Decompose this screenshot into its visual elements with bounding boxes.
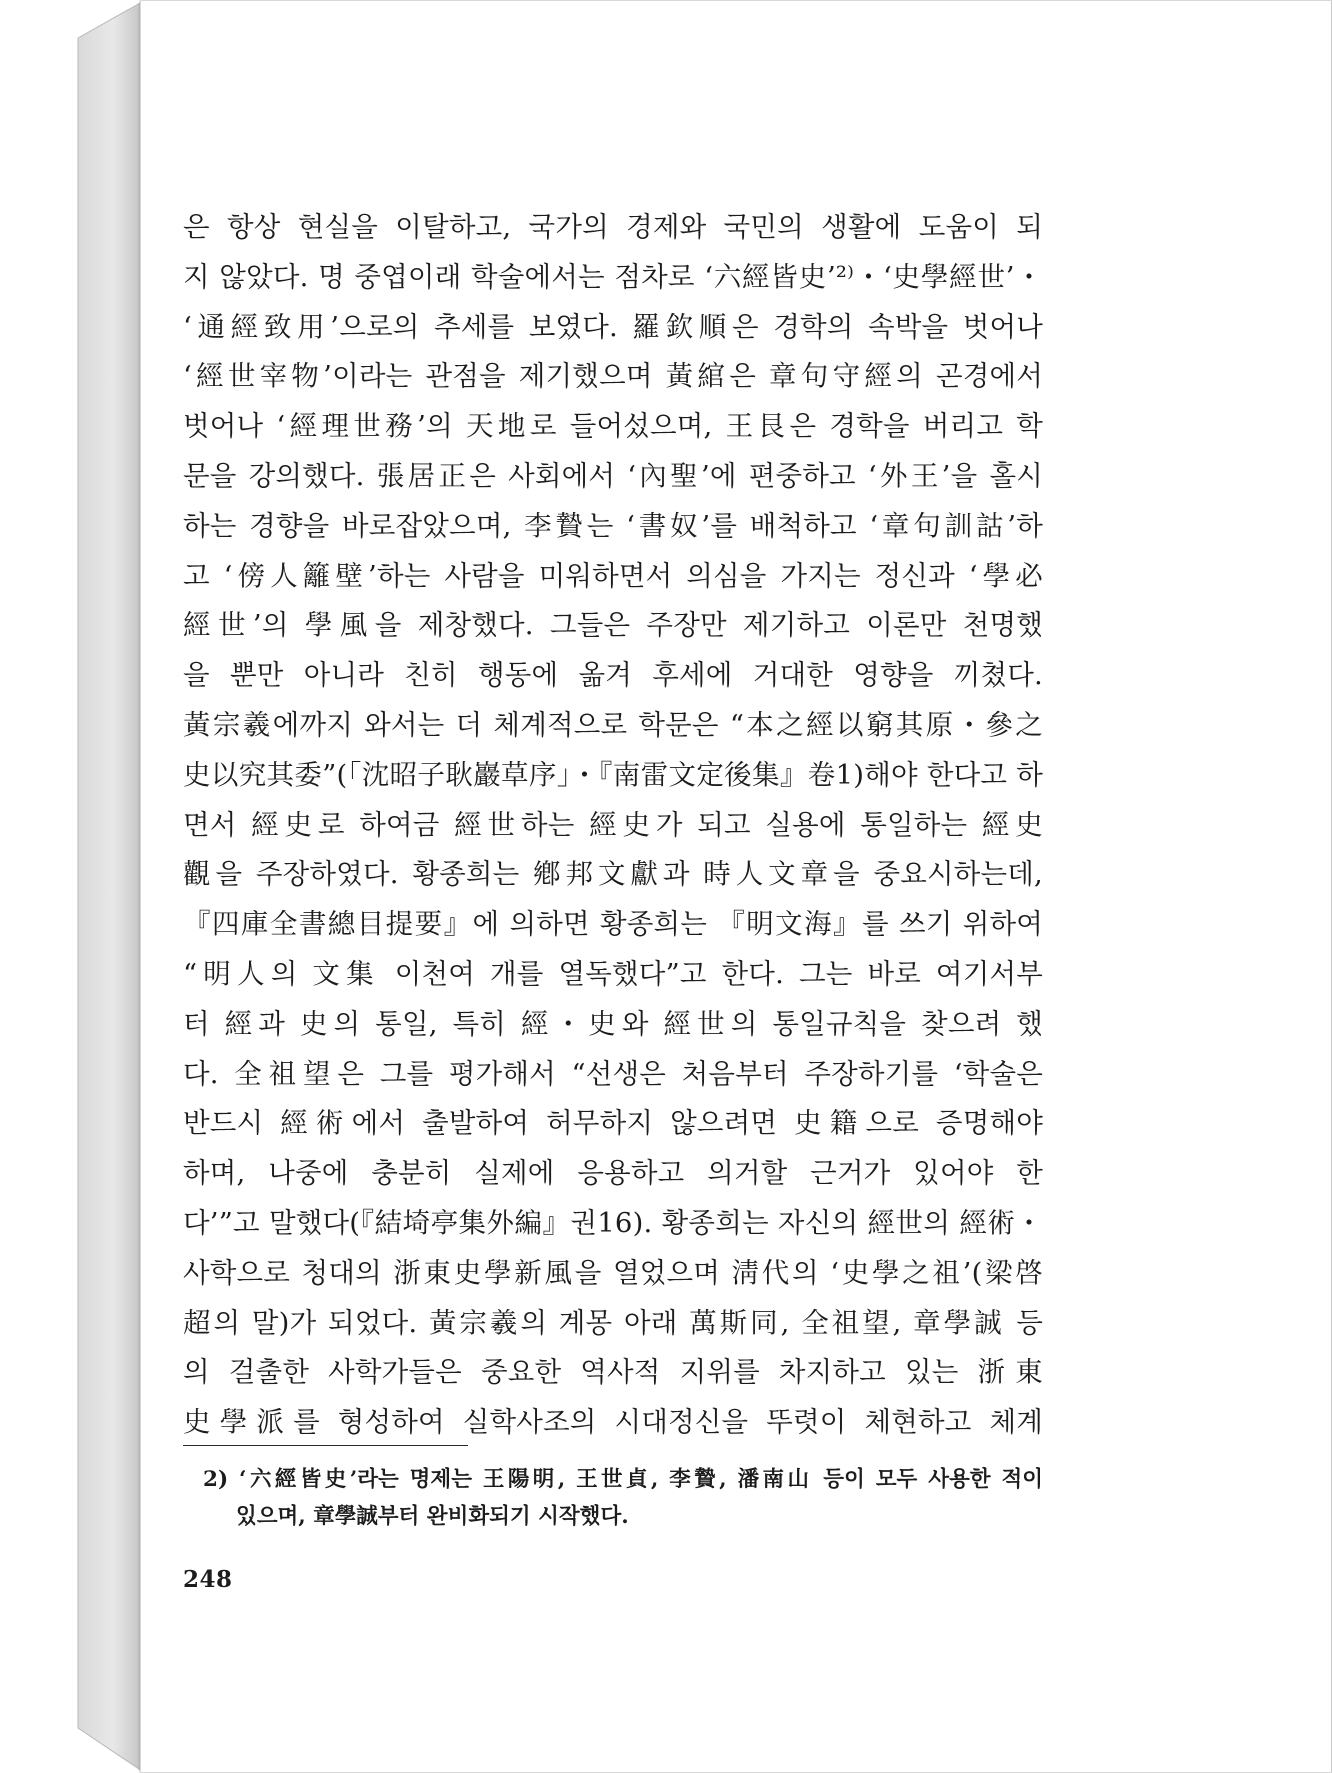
text-line: 黃宗羲에까지 와서는 더 체계적으로 학문은 “本之經以窮其原・參之 [183, 708, 1043, 741]
text-line: 고 ‘傍人籬壁’하는 사람을 미워하면서 의심을 가지는 정신과 ‘學必 [183, 559, 1043, 592]
text-line: 觀을 주장하였다. 황종희는 鄕邦文獻과 時人文章을 중요시하는데, [183, 858, 1043, 891]
footnote-line: 2) ‘六經皆史’라는 명제는 王陽明, 王世貞, 李贄, 潘南山 등이 모두 사용한 적이 [203, 1467, 1043, 1492]
text-line: 經世’의 學風을 제창했다. 그들은 주장만 제기하고 이론만 천명했 [183, 609, 1043, 642]
text-line: 사학으로 청대의 浙東史學新風을 열었으며 淸代의 ‘史學之祖’(梁啓 [183, 1256, 1043, 1289]
footnote-divider [183, 1445, 468, 1446]
text-line: 문을 강의했다. 張居正은 사회에서 ‘內聖’에 편중하고 ‘外王’을 홀시 [183, 459, 1043, 492]
text-line: 터 經과 史의 통일, 특히 經・史와 經世의 통일규칙을 찾으려 했 [183, 1007, 1043, 1040]
text-line: 은 항상 현실을 이탈하고, 국가의 경제와 국민의 생활에 도움이 되 [183, 211, 1043, 243]
text-line: 『四庫全書總目提要』에 의하면 황종희는 『明文海』를 쓰기 위하여 [183, 908, 1043, 941]
text-line: 史以究其委”(「沈昭子耿巖草序」・『南雷文定後集』卷1)해야 한다고 하 [183, 758, 1043, 791]
text-line: 면서 經史로 하여금 經世하는 經史가 되고 실용에 통일하는 經史 [183, 808, 1043, 841]
text-line: 超의 말)가 되었다. 黃宗羲의 계몽 아래 萬斯同, 全祖望, 章學誠 등 [183, 1306, 1043, 1339]
text-line: 지 않았다. 명 중엽이래 학술에서는 점차로 ‘六經皆史’²⁾・‘史學經世’・ [183, 260, 1043, 293]
text-line: “明人의 文集 이천여 개를 열독했다”고 한다. 그는 바로 여기서부 [183, 957, 1043, 990]
footnote-line: 있으며, 章學誠부터 완비화되기 시작했다. [236, 1504, 629, 1529]
text-line: 의 걸출한 사학가들은 중요한 역사적 지위를 차지하고 있는 浙東 [183, 1356, 1043, 1389]
text-line: 다’”고 말했다(『結埼亭集外編』권16). 황종희는 자신의 經世의 經術・ [183, 1206, 1043, 1239]
text-line: 하며, 나중에 충분히 실제에 응용하고 의거할 근거가 있어야 한 [183, 1157, 1043, 1190]
text-line: 반드시 經術에서 출발하여 허무하지 않으려면 史籍으로 증명해야 [183, 1107, 1043, 1140]
text-line: 다. 全祖望은 그를 평가해서 “선생은 처음부터 주장하기를 ‘학술은 [183, 1057, 1043, 1090]
body-text [183, 203, 1043, 1448]
text-line: 하는 경향을 바로잡았으며, 李贄는 ‘書奴’를 배척하고 ‘章句訓詁’하 [183, 509, 1043, 542]
text-line: 벗어나 ‘經理世務’의 天地로 들어섰으며, 王艮은 경학을 버리고 학 [183, 410, 1043, 443]
text-line: ‘經世宰物’이라는 관점을 제기했으며 黃綰은 章句守經의 곤경에서 [183, 360, 1043, 393]
text-line: ‘通經致用’으로의 추세를 보였다. 羅欽順은 경학의 속박을 벗어나 [183, 310, 1043, 343]
book-spine [0, 0, 160, 1773]
text-line: 을 뿐만 아니라 친히 행동에 옮겨 후세에 거대한 영향을 끼쳤다. [183, 659, 1043, 692]
footnote [203, 1461, 1043, 1535]
page-number: 248 [183, 1566, 233, 1593]
text-line: 史學派를 형성하여 실학사조의 시대정신을 뚜렷이 체현하고 체계 [183, 1406, 1043, 1439]
